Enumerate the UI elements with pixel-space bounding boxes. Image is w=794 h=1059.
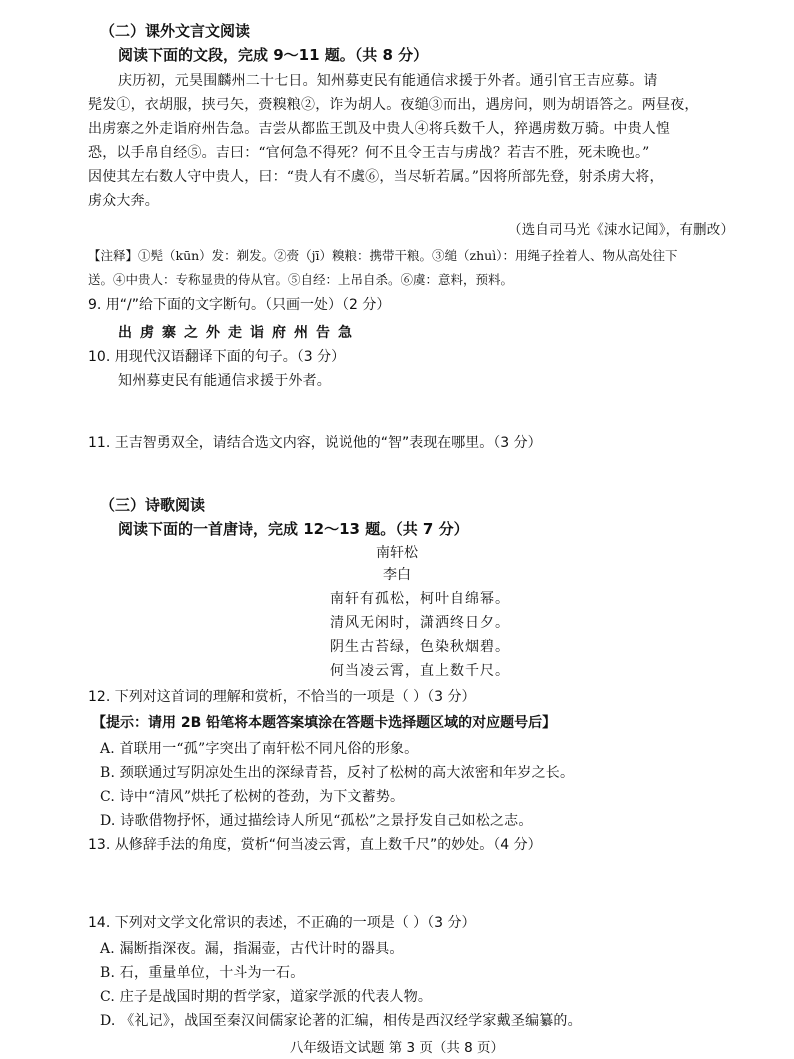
poem-line-3: 阴生古苔绿，色染秋烟碧。: [330, 639, 510, 655]
poem-author: 李白: [383, 567, 411, 583]
passage-line-3: 出虏寨之外走诣府州告急。吉尝从都监王凯及中贵人④将兵数千人，猝遇虏数万骑。中贵人惶: [88, 121, 671, 137]
q14-option-a: A. 漏断指深夜。漏，指漏壶，古代计时的器具。: [100, 941, 404, 957]
poem-title: 南轩松: [376, 545, 418, 561]
passage-line-6: 虏众大奔。: [88, 193, 159, 209]
passage-line-1: 庆历初，元昊围麟州二十七日。知州募吏民有能通信求援于外者。通引官王吉应募。请: [118, 73, 658, 89]
question-11: 11. 王吉智勇双全，请结合选文内容，说说他的“智”表现在哪里。（3 分）: [88, 435, 542, 451]
q12-option-b: B. 颈联通过写阴凉处生出的深绿青苔，反衬了松树的高大浓密和年岁之长。: [100, 765, 575, 781]
question-13: 13. 从修辞手法的角度，赏析“何当凌云霄，直上数千尺”的妙处。（4 分）: [88, 837, 542, 853]
poem-line-1: 南轩有孤松，柯叶自绵幂。: [330, 591, 510, 607]
question-9: 9. 用“/”给下面的文字断句。（只画一处）（2 分）: [88, 297, 391, 313]
answer-space-q11[interactable]: [88, 456, 688, 490]
answer-space-q10[interactable]: [88, 392, 688, 428]
notes-line-2: 送。④中贵人：专称显贵的侍从官。⑤自经：上吊自杀。⑥虞：意料，预料。: [88, 272, 514, 287]
poem-line-4: 何当凌云霄，直上数千尺。: [330, 663, 510, 679]
q14-option-b: B. 石，重量单位，十斗为一石。: [100, 965, 305, 981]
q14-option-d: D. 《礼记》，战国至秦汉间儒家论著的汇编，相传是西汉经学家戴圣编纂的。: [100, 1013, 582, 1029]
answer-space-q13[interactable]: [88, 858, 688, 908]
passage-line-2: 髡发①，衣胡服，挟弓矢，赍糗粮②，诈为胡人。夜缒③而出，遇房问，则为胡语答之。两昼夜，: [88, 97, 699, 113]
q12-option-d: D. 诗歌借物抒怀，通过描绘诗人所见“孤松”之景抒发自己如松之志。: [100, 813, 533, 829]
q12-option-a: A. 首联用一“孤”字突出了南轩松不同凡俗的形象。: [100, 741, 419, 757]
q12-option-c: C. 诗中“清风”烘托了松树的苍劲，为下文蓄势。: [100, 789, 405, 805]
poem-line-2: 清风无闲时，潇洒终日夕。: [330, 615, 510, 631]
section3-instruction: 阅读下面的一首唐诗，完成 12～13 题。（共 7 分）: [118, 520, 469, 538]
q14-option-c: C. 庄子是战国时期的哲学家，道家学派的代表人物。: [100, 989, 433, 1005]
question-10-text: 知州募吏民有能通信求援于外者。: [118, 373, 331, 389]
passage-line-4: 恐，以手帛自经⑤。吉曰：“官何急不得死？何不且令王吉与虏战？若吉不胜，死未晚也。”: [88, 145, 650, 161]
section2-instruction: 阅读下面的文段，完成 9～11 题。（共 8 分）: [118, 46, 429, 64]
section2-title: （二）课外文言文阅读: [100, 22, 251, 40]
answer-hint: 【提示：请用 2B 铅笔将本题答案填涂在答题卡选择题区域的对应题号后】: [92, 715, 557, 731]
notes-line-1: 【注释】①髡（kūn）发：剃发。②赍（jī）糗粮：携带干粮。③缒（zhuì）：用绳子拴着人、物从高处往下: [88, 248, 678, 263]
question-12: 12. 下列对这首词的理解和赏析，不恰当的一项是（ ）（3 分）: [88, 689, 476, 705]
question-14: 14. 下列对文学文化常识的表述，不正确的一项是（ ）（3 分）: [88, 915, 476, 931]
question-10: 10. 用现代汉语翻译下面的句子。（3 分）: [88, 349, 346, 365]
question-9-text: 出虏寨之外走诣府州告急: [118, 325, 360, 341]
passage-line-5: 因使其左右数人守中贵人，曰：“贵人有不虞⑥，当尽斩若属。”因将所部先登，射杀虏大将，: [88, 169, 664, 185]
section3-title: （三）诗歌阅读: [100, 496, 206, 514]
page-footer: 八年级语文试题 第 3 页（共 8 页）: [289, 1040, 505, 1056]
passage-source: （选自司马光《涑水记闻》，有删改）: [508, 222, 735, 238]
